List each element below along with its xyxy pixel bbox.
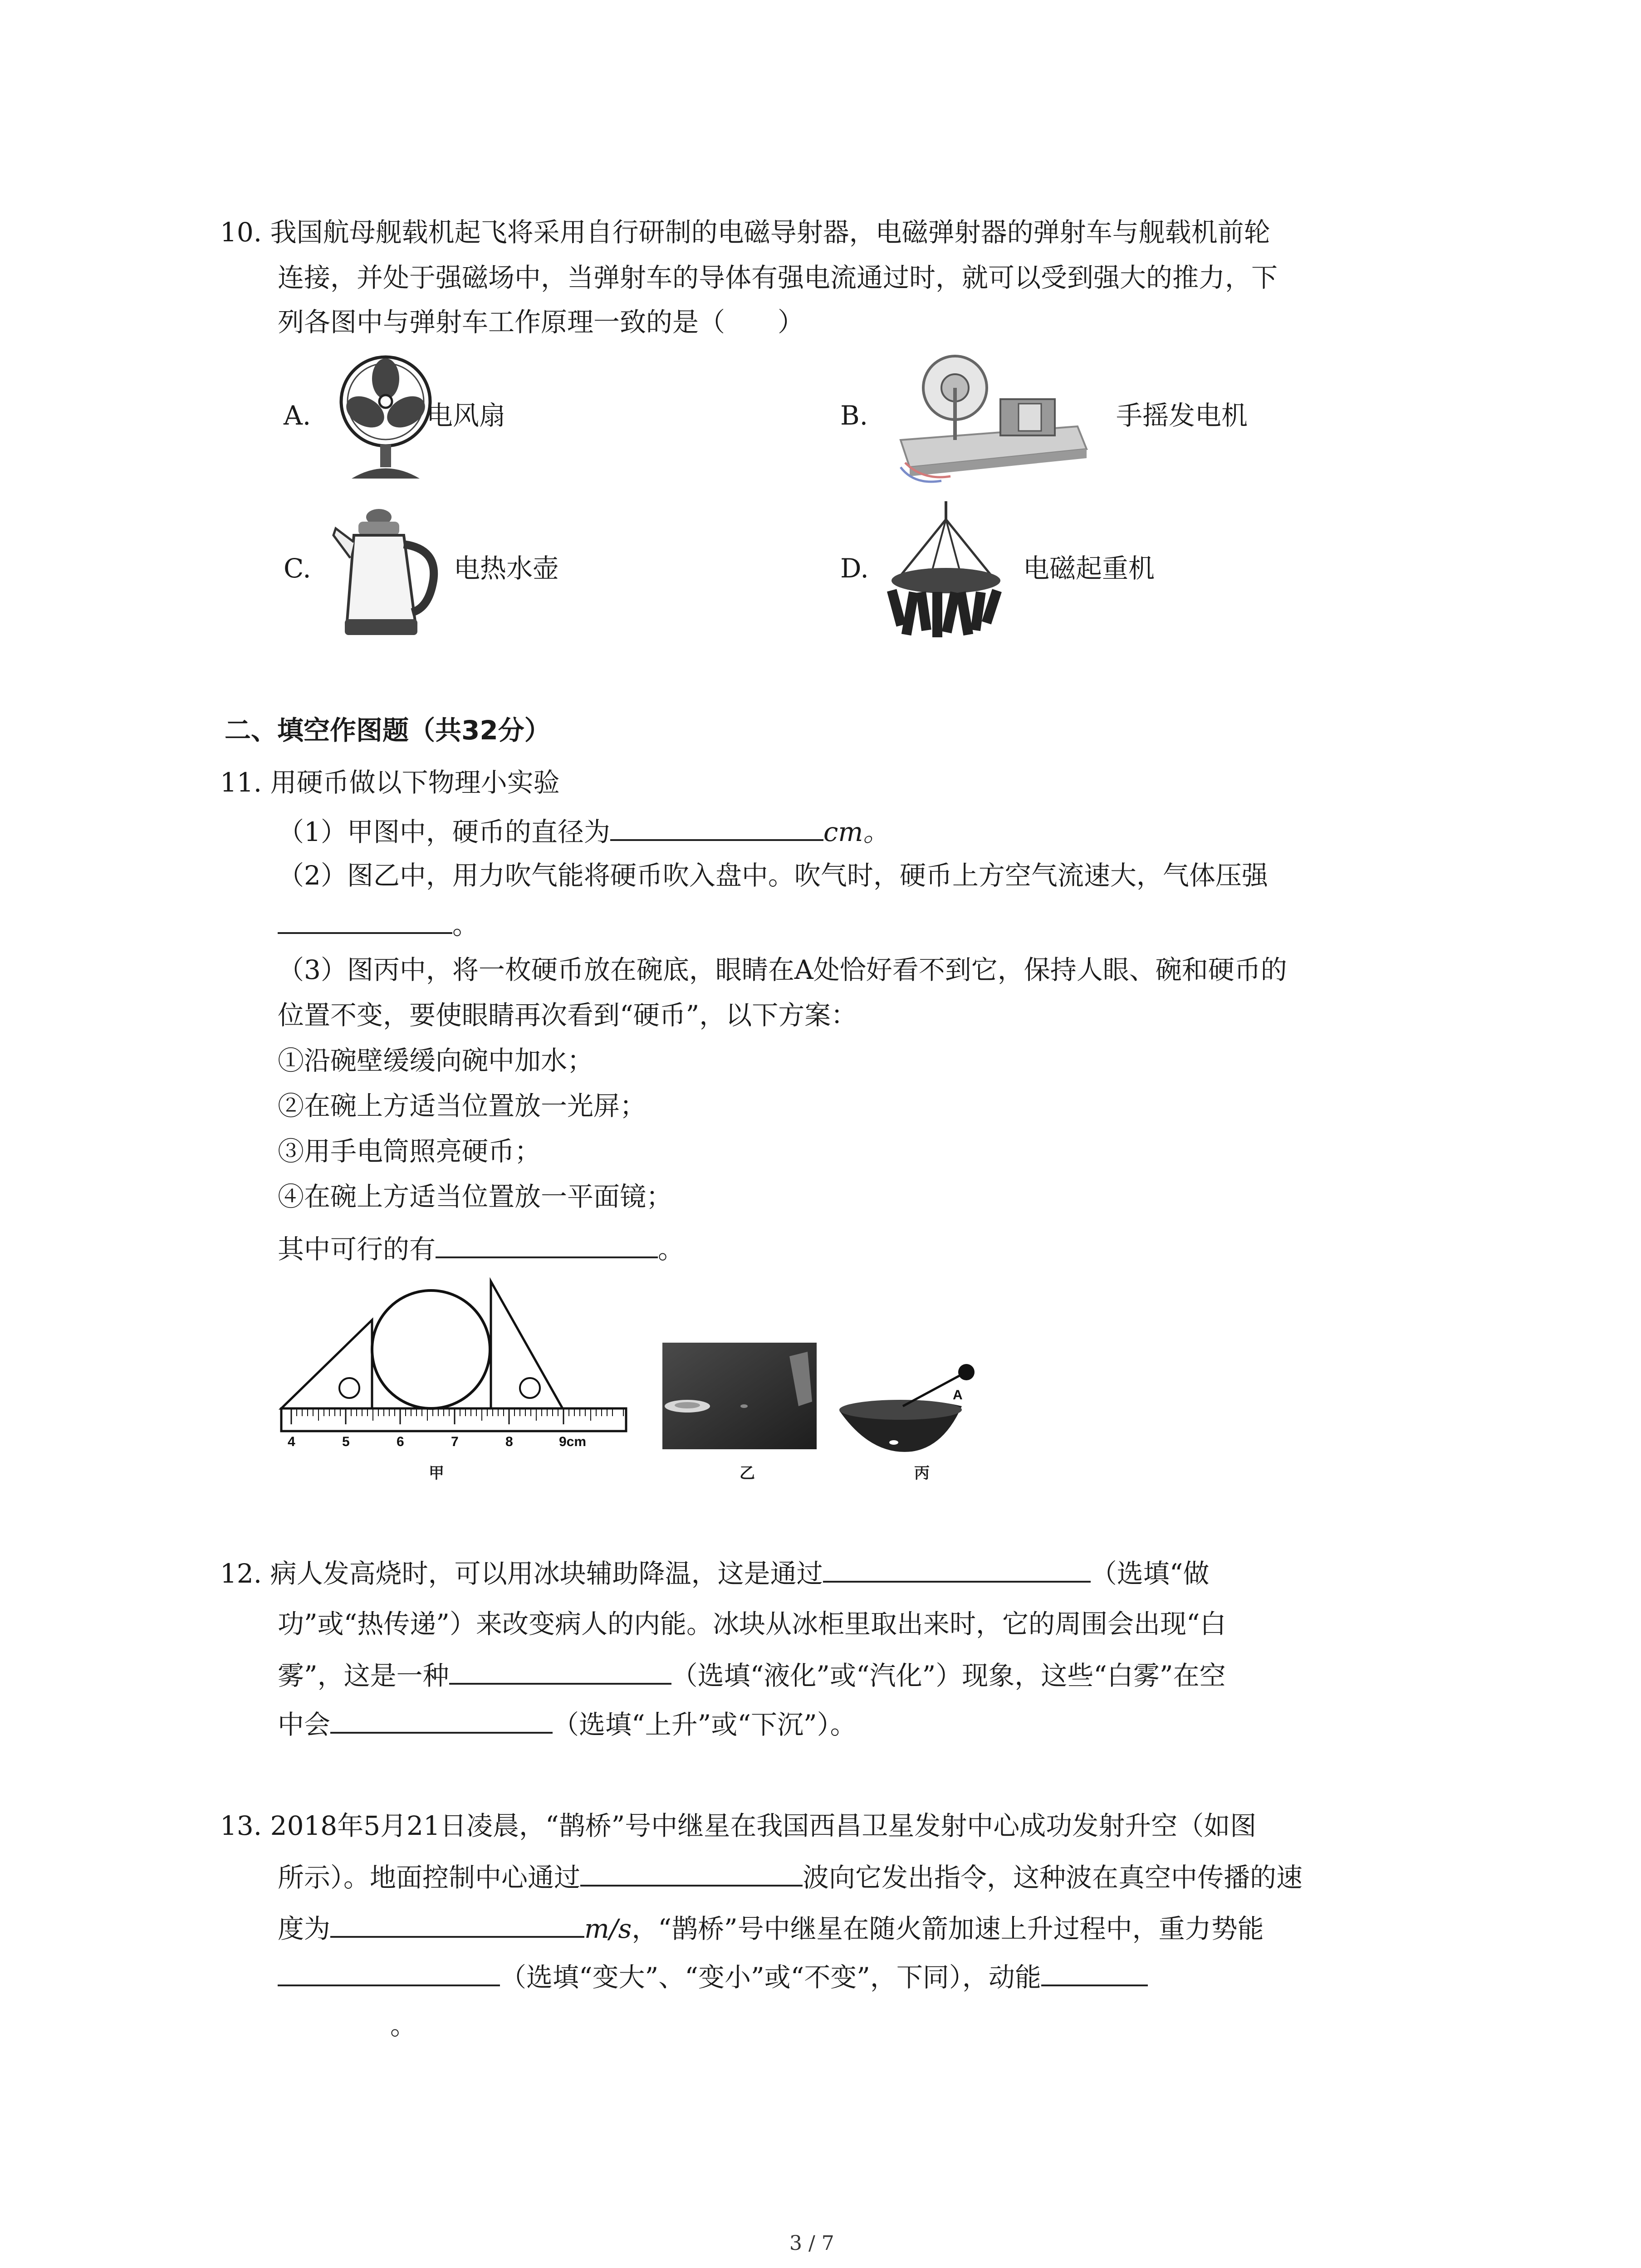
q11-part3-line1: （3）图丙中，将一枚硬币放在碗底，眼睛在A处恰好看不到它，保持人眼、碗和硬币的	[278, 954, 1287, 985]
q12-blank-method[interactable]	[823, 1549, 1091, 1583]
q13-line5: 。	[390, 2010, 417, 2041]
q13-line4-post: （选填“变大”、“变小”或“不变”，下同），动能	[500, 1962, 1041, 1993]
option-c-label: 电热水壶	[454, 553, 559, 584]
caption-bing: 丙	[914, 1464, 930, 1482]
figure-bing-bowl	[830, 1361, 994, 1456]
point-a-label: A	[953, 1388, 963, 1403]
q11-conclusion-text: 其中可行的有	[278, 1234, 436, 1265]
q11-part1-unit: cm。	[823, 816, 890, 847]
page-number: 3 / 7	[789, 2232, 834, 2255]
q12-line4	[278, 1700, 857, 1747]
q13-line3	[278, 1904, 1264, 1951]
q12-line1-text: 12. 病人发高烧时，可以用冰块辅助降温，这是通过	[220, 1558, 823, 1589]
q13-line2-text: 所示）。地面控制中心通过	[278, 1862, 581, 1893]
q12-line1-post: （选填“做	[1090, 1558, 1210, 1589]
q11-scheme-1: ①沿碗壁缓缓向碗中加水；	[278, 1045, 594, 1076]
q12-line3-text: 雾”，这是一种	[278, 1660, 449, 1691]
option-d-letter: D.	[840, 553, 869, 584]
q13-line2-post: 波向它发出指令，这种波在真空中传播的速	[803, 1862, 1303, 1893]
q11-stem: 11. 用硬币做以下物理小实验	[220, 767, 560, 798]
q13-line3-post: ，“鹊桥”号中继星在随火箭加速上升过程中，重力势能	[632, 1913, 1264, 1944]
q11-conclusion-end: 。	[658, 1234, 685, 1265]
q12-line4-text: 中会	[278, 1709, 331, 1740]
caption-yi: 乙	[740, 1464, 755, 1482]
ruler-tick-8: 8	[505, 1434, 513, 1449]
ruler-tick-5: 5	[342, 1434, 350, 1449]
q10-line2: 连接，并处于强磁场中，当弹射车的导体有强电流通过时，就可以受到强大的推力，下	[278, 262, 1278, 293]
q13-blank-kinetic-energy[interactable]	[1041, 1953, 1148, 1986]
q13-line1: 13. 2018年5月21日凌晨，“鹊桥”号中继星在我国西昌卫星发射中心成功发射升空（如图	[220, 1810, 1257, 1841]
q11-blank-pressure[interactable]	[278, 900, 452, 934]
section-title: 二、填空作图题（共32分）	[225, 715, 551, 746]
q13-line2	[278, 1853, 1303, 1900]
option-d-label: 电磁起重机	[1023, 553, 1155, 584]
q13-blank-wave[interactable]	[580, 1853, 803, 1887]
caption-jia: 甲	[429, 1464, 444, 1482]
q11-part3-line2: 位置不变，要使眼睛再次看到“硬币”，以下方案：	[278, 1000, 857, 1031]
hand-crank-generator-icon	[887, 349, 1096, 485]
q11-part2-line2	[278, 900, 479, 948]
q13-blank-speed[interactable]	[330, 1904, 584, 1938]
ruler-tick-6: 6	[397, 1434, 404, 1449]
q11-scheme-3: ③用手电筒照亮硬币；	[278, 1136, 541, 1167]
figure-yi-photo	[662, 1343, 817, 1449]
electromagnetic-crane-icon	[885, 501, 1007, 646]
q11-part1	[278, 807, 889, 855]
option-a-letter: A.	[284, 400, 311, 431]
option-b-label: 手摇发电机	[1116, 400, 1248, 431]
q12-line1	[220, 1549, 1209, 1596]
ruler-tick-9cm: 9cm	[559, 1434, 587, 1449]
q11-scheme-4: ④在碗上方适当位置放一平面镜；	[278, 1181, 673, 1212]
q13-line3-text: 度为	[278, 1913, 331, 1944]
q11-blank-diameter[interactable]	[610, 807, 823, 841]
figure-jia-ruler	[281, 1266, 631, 1456]
electric-fan-icon	[333, 354, 438, 485]
electric-kettle-icon	[331, 503, 445, 640]
q11-scheme-2: ②在碗上方适当位置放一光屏；	[278, 1090, 647, 1121]
q11-blank-feasible[interactable]	[436, 1225, 658, 1258]
option-a-label: 电风扇	[426, 400, 506, 431]
q10-line1: 10. 我国航母舰载机起飞将采用自行研制的电磁导射器，电磁弹射器的弹射车与舰载机前轮	[220, 217, 1270, 248]
q11-part2-end: 。	[452, 909, 479, 940]
q12-line2: 功”或“热传递”）来改变病人的内能。冰块从冰柜里取出来时，它的周围会出现“白	[278, 1608, 1226, 1639]
q12-line3	[278, 1651, 1226, 1698]
ruler-tick-4: 4	[288, 1434, 295, 1449]
q11-conclusion	[278, 1225, 684, 1272]
option-c-letter: C.	[284, 553, 311, 584]
q12-blank-direction[interactable]	[330, 1700, 553, 1734]
q13-line3-unit: m/s	[584, 1913, 632, 1944]
q13-line4	[278, 1953, 1148, 2000]
q11-part1-text: （1）甲图中，硬币的直径为	[278, 816, 610, 847]
q13-blank-potential-energy[interactable]	[278, 1953, 500, 1986]
q11-part2-line1: （2）图乙中，用力吹气能将硬币吹入盘中。吹气时，硬币上方空气流速大，气体压强	[278, 860, 1268, 891]
q12-line4-post: （选填“上升”或“下沉”）。	[553, 1709, 857, 1740]
ruler-tick-7: 7	[451, 1434, 459, 1449]
q12-blank-phenomenon[interactable]	[449, 1651, 671, 1685]
option-b-letter: B.	[840, 400, 868, 431]
q12-line3-post: （选填“液化”或“汽化”）现象，这些“白雾”在空	[671, 1660, 1226, 1691]
q10-line3: 列各图中与弹射车工作原理一致的是（ ）	[278, 307, 804, 337]
